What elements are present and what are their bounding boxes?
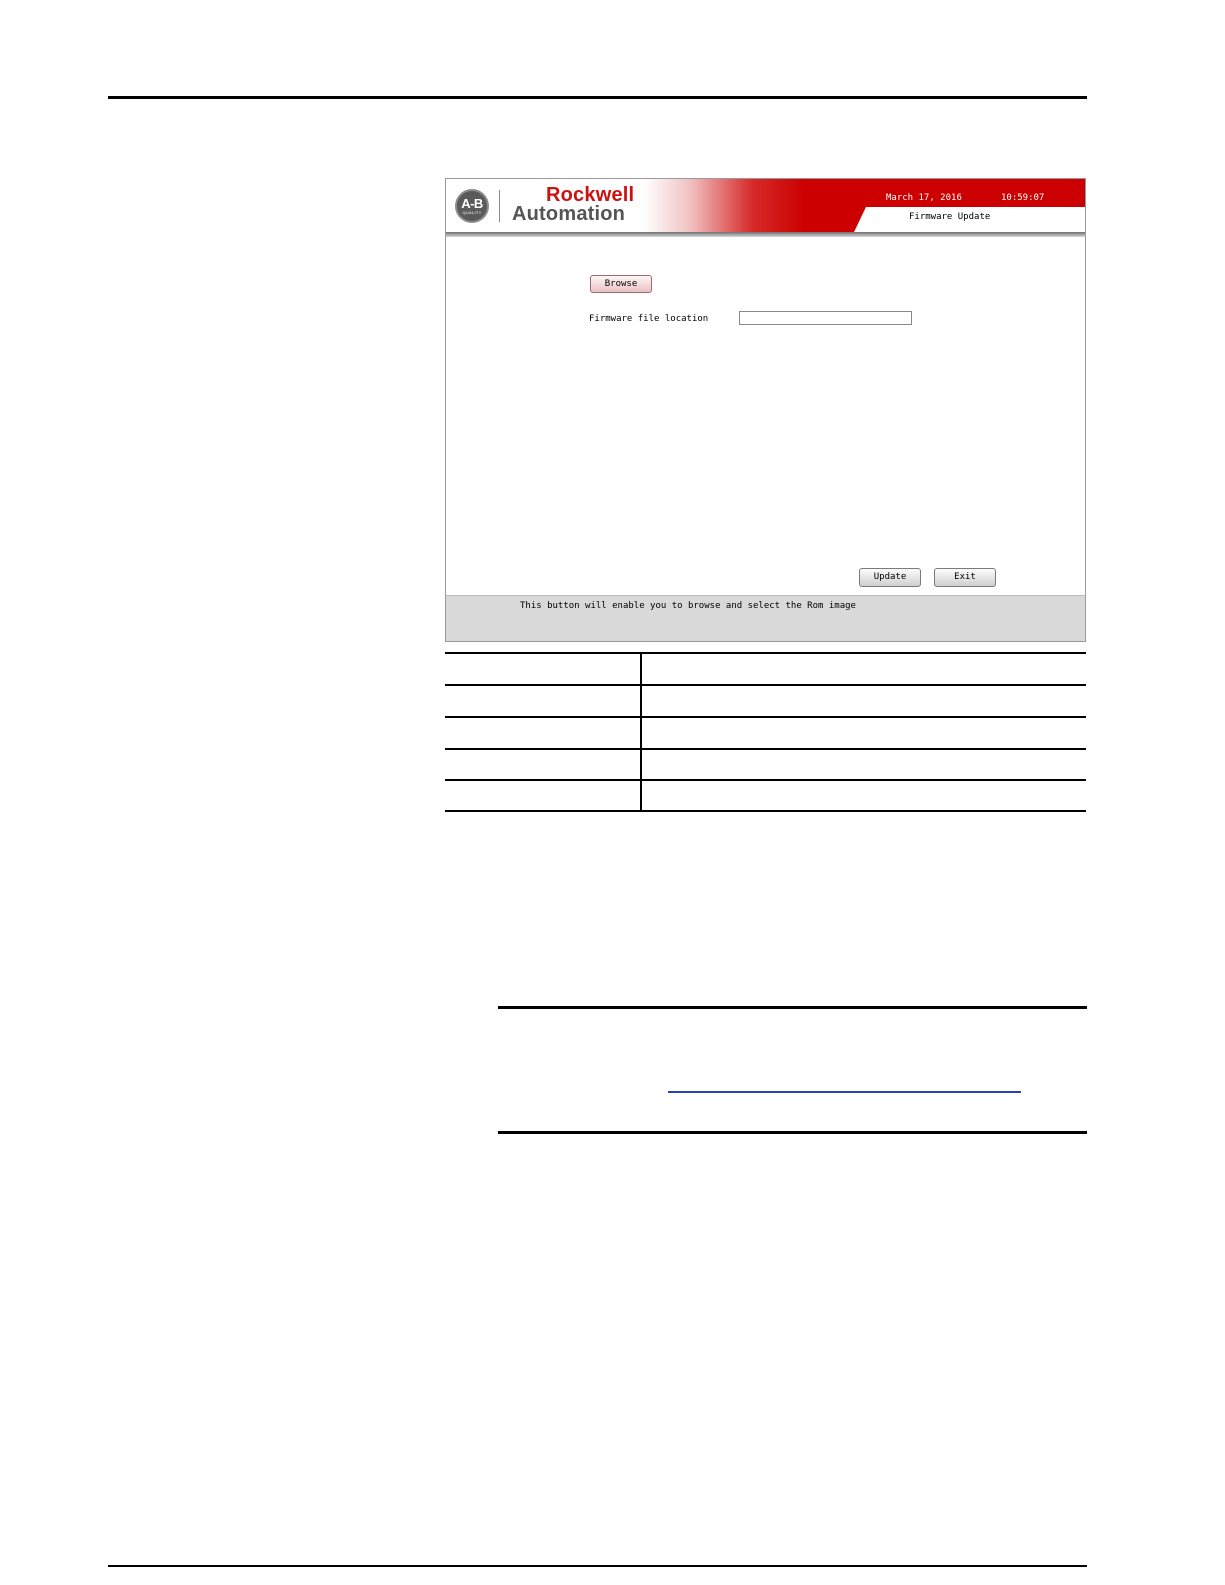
table-row-rule	[445, 748, 1086, 750]
table-bottom-rule	[445, 810, 1086, 812]
table-header-rule	[445, 652, 1086, 654]
firmware-file-location-field[interactable]	[739, 311, 912, 325]
header-shadow	[446, 232, 1085, 237]
logo-divider	[499, 190, 500, 222]
status-bar	[446, 595, 1085, 642]
header-time: 10:59:07	[1001, 193, 1045, 203]
table-column-divider	[640, 652, 642, 810]
status-message: This button will enable you to browse and select the Rom image	[520, 601, 856, 611]
note-link-underline[interactable]	[668, 1091, 1021, 1093]
note-bottom-rule	[498, 1131, 1087, 1134]
screen-header	[446, 179, 1085, 232]
screen-title: Firmware Update	[909, 212, 991, 222]
table-row-rule	[445, 684, 1086, 686]
page-bottom-rule	[108, 1565, 1087, 1567]
table-row-rule	[445, 779, 1086, 781]
ab-quality-logo-icon	[455, 189, 489, 223]
firmware-file-location-label: Firmware file location	[589, 314, 709, 324]
browse-button[interactable]: Browse	[590, 275, 652, 293]
exit-button[interactable]: Exit	[934, 568, 996, 587]
logo-text: A-B	[461, 196, 483, 211]
logo-subtext: QUALITY	[462, 210, 482, 215]
note-top-rule	[498, 1006, 1087, 1009]
brand-name-rockwell: Rockwell	[546, 184, 635, 206]
header-date: March 17, 2016	[886, 193, 962, 203]
firmware-update-screen	[445, 178, 1086, 642]
brand-name-automation: Automation	[512, 203, 626, 225]
table-row-rule	[445, 716, 1086, 718]
update-button[interactable]: Update	[859, 568, 921, 587]
page-top-rule	[108, 96, 1087, 99]
description-table	[445, 652, 1086, 812]
